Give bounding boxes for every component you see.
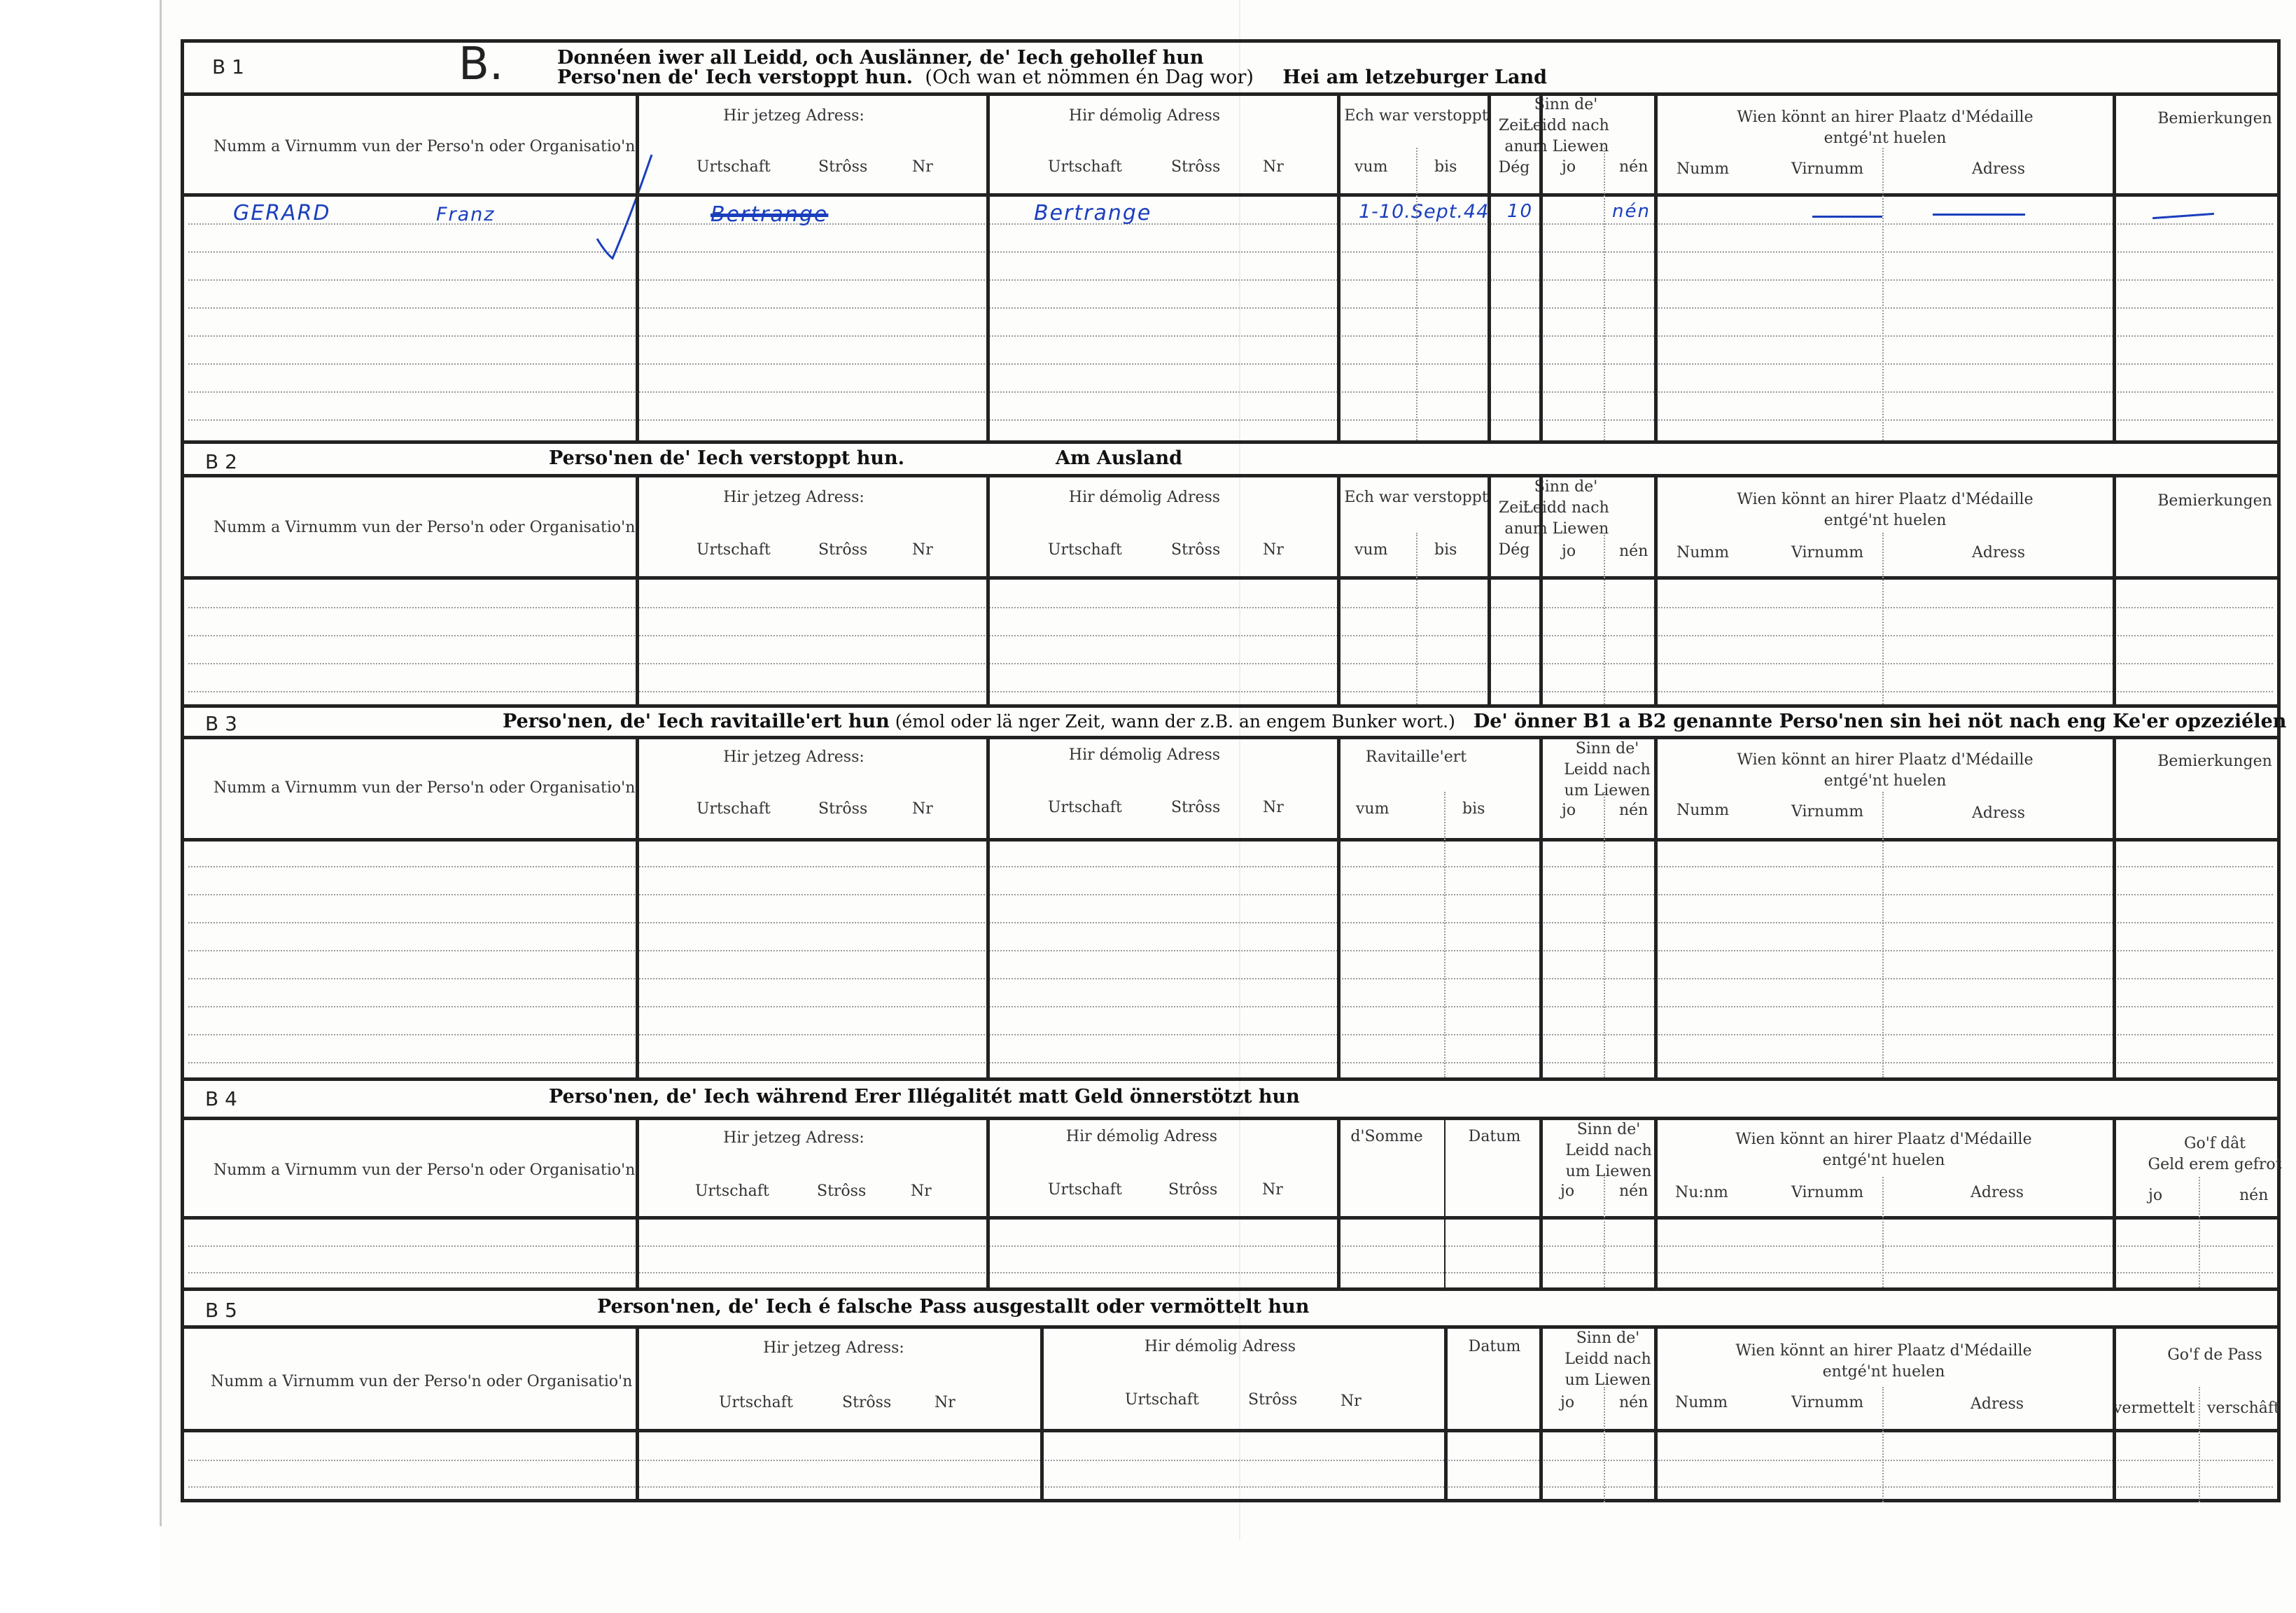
b2-bis-label: bis (1434, 541, 1457, 559)
b2-jetzeg-label: Hir jetzeg Adress: (723, 489, 864, 506)
b5-jo-label: jo (1560, 1394, 1575, 1411)
b1-header-bottom (184, 193, 2277, 197)
b2-sinn-label: Sinn de' Leidd nach um Liewen (1522, 478, 1609, 538)
b5-vermettelt-label: vermettelt (2113, 1399, 2195, 1417)
b2-col-sinn (1654, 474, 1658, 704)
b4-gof2-label: Geld erem gefrot (2148, 1156, 2282, 1173)
b4-title: Perso'nen, de' Iech während Erer Illégalitét matt Geld önnerstötzt hun (549, 1086, 1300, 1108)
b2-nr2-label: Nr (1263, 541, 1284, 559)
paper-edge (160, 0, 162, 1526)
b2-nen-label: nén (1619, 543, 1648, 560)
entry-alive-no: nén (1612, 201, 1651, 222)
b1-demolig-label: Hir démolig Adress (1068, 107, 1221, 125)
b2-nr-label: Nr (912, 541, 933, 559)
b4-col-sinn (1654, 1117, 1658, 1287)
b1-col-jetzeg (986, 92, 990, 440)
b4-virnumm-label: Virnumm (1791, 1184, 1864, 1201)
b2-stross2-label: Strôss (1171, 541, 1221, 559)
section-b3-id: B 3 (205, 712, 237, 735)
b2-urtschaft2-label: Urtschaft (1048, 541, 1122, 559)
b4-datum-label: Datum (1468, 1128, 1521, 1145)
b3-numm-label: Numm a Virnumm vun der Perso'n oder Organisatio'n (214, 779, 636, 797)
b4-demolig-label: Hir démolig Adress (1065, 1128, 1218, 1145)
b3-col-wien (2113, 736, 2116, 1077)
b1-verstoppt-label: Ech war verstoppt (1344, 107, 1488, 125)
b2-col-demolig (1337, 474, 1340, 704)
b4-col-demolig (1337, 1117, 1340, 1287)
b3-col-demolig (1337, 736, 1340, 1077)
b4-nr2-label: Nr (1262, 1181, 1283, 1199)
b3-vum-label: vum (1356, 800, 1390, 818)
b2-demolig-label: Hir démolig Adress (1068, 489, 1221, 506)
b2-col-wien (2113, 474, 2116, 704)
b4-entgent-label: entgé'nt huelen (1822, 1152, 1945, 1169)
b5-wien-label: Wien könnt an hirer Plaatz d'Médaille (1735, 1342, 2032, 1360)
b3-entgent-label: entgé'nt huelen (1823, 772, 1947, 790)
b3-virnumm-label: Virnumm (1791, 803, 1864, 821)
b3-end (184, 1077, 2277, 1081)
b1-col-wien (2113, 92, 2116, 440)
b5-adress-label: Adress (1970, 1395, 2024, 1413)
b2-vum-label: vum (1354, 541, 1388, 559)
b2-col-name (636, 474, 639, 704)
b3-col-jetzeg (986, 736, 990, 1077)
b1-urtschaft2-label: Urtschaft (1048, 158, 1122, 176)
entry-period: 1-10.Sept.44 (1359, 201, 1490, 223)
b1-title-line2: Perso'nen de' Iech verstoppt hun. (Och wan et nömmen én Dag wor) Hei am letzeburger Land (557, 67, 1547, 88)
b3-jo-label: jo (1562, 802, 1576, 819)
b3-urtschaft-label: Urtschaft (696, 800, 771, 818)
b1-bemierkungen-label: Bemierkungen (2157, 110, 2272, 127)
b1-jetzeg-label: Hir jetzeg Adress: (723, 107, 864, 125)
b3-adress-label: Adress (1972, 804, 2026, 822)
b2-col-jetzeg (986, 474, 990, 704)
b3-bis-label: bis (1462, 800, 1485, 818)
entry-current-place: Bertrange (710, 202, 829, 227)
b1-stross-label: Strôss (818, 158, 868, 176)
b3-bemierkungen-label: Bemierkungen (2157, 753, 2272, 770)
b1-col-zeit (1539, 92, 1543, 440)
b3-jetzeg-label: Hir jetzeg Adress: (723, 748, 864, 766)
check-mark-icon (592, 148, 654, 267)
b4-somme-label: d'Somme (1350, 1128, 1423, 1145)
b4-end (184, 1287, 2277, 1291)
b1-virnumm-label: Virnumm (1791, 160, 1864, 178)
b4-col-jetzeg (986, 1117, 990, 1287)
b5-urtschaft2-label: Urtschaft (1125, 1391, 1199, 1409)
b1-numm-col-label: Numm (1676, 160, 1730, 178)
b5-nen-label: nén (1619, 1394, 1648, 1411)
b4-gof-label: Go'f dât (2183, 1135, 2246, 1152)
b5-sinn-label: Sinn de' Leidd nach um Liewen (1564, 1329, 1651, 1389)
b4-nr-label: Nr (911, 1182, 932, 1200)
entry-days: 10 (1507, 201, 1534, 222)
b1-urtschaft-label: Urtschaft (696, 158, 771, 176)
b5-jetzeg-label: Hir jetzeg Adress: (763, 1339, 904, 1357)
b5-numm-col-label: Numm (1675, 1394, 1728, 1411)
b3-nr-label: Nr (912, 800, 933, 818)
entry-firstname: Franz (436, 204, 496, 225)
b4-adress-label: Adress (1970, 1184, 2024, 1201)
b1-entgent-label: entgé'nt huelen (1823, 130, 1947, 147)
b1-numm-label: Numm a Virnumm vun der Perso'n oder Organisatio'n (214, 138, 636, 155)
b1-vum-label: vum (1354, 158, 1388, 176)
b2-verstoppt-label: Ech war verstoppt (1344, 489, 1488, 506)
b5-entgent-label: entgé'nt huelen (1822, 1363, 1945, 1381)
b5-col-demolig (1444, 1325, 1448, 1502)
b5-demolig-label: Hir démolig Adress (1144, 1338, 1296, 1355)
b5-urtschaft-label: Urtschaft (719, 1394, 793, 1411)
b5-col-datum (1539, 1325, 1543, 1502)
b1-nr-label: Nr (912, 158, 933, 176)
b3-nen-label: nén (1619, 802, 1648, 819)
entry-surname: GERARD (233, 201, 331, 225)
b4-col-wien (2113, 1117, 2116, 1287)
section-b1-id: B 1 (212, 55, 244, 78)
b3-header-bottom (184, 838, 2277, 842)
section-b2-id: B 2 (205, 450, 237, 473)
b5-verschaft-label: verschâft (2207, 1399, 2280, 1417)
b3-header-top (184, 736, 2277, 739)
b5-virnumm-label: Virnumm (1791, 1394, 1864, 1411)
b2-bemierkungen-label: Bemierkungen (2157, 492, 2272, 510)
b3-col-ravit (1539, 736, 1543, 1077)
b5-datum-label: Datum (1468, 1338, 1521, 1355)
b4-col-datum (1539, 1117, 1543, 1287)
b2-wien-label: Wien könnt an hirer Plaatz d'Médaille (1737, 491, 2033, 508)
b5-col-jetzeg (1040, 1325, 1044, 1502)
b1-col-sinn (1654, 92, 1658, 440)
b2-stross-label: Strôss (818, 541, 868, 559)
b4-stross-label: Strôss (817, 1182, 867, 1200)
b4-jetzeg-label: Hir jetzeg Adress: (723, 1129, 864, 1147)
b4-urtschaft-label: Urtschaft (695, 1182, 769, 1200)
b5-stross2-label: Strôss (1248, 1391, 1298, 1409)
entry-virnumm-dash (1812, 216, 1882, 218)
section-b4-id: B 4 (205, 1087, 237, 1110)
b3-col-name (636, 736, 639, 1077)
form-grid (181, 39, 2287, 1502)
b1-col-demolig (1337, 92, 1340, 440)
b2-numm-label: Numm a Virnumm vun der Perso'n oder Organisatio'n (214, 519, 636, 536)
b1-jo-label: jo (1562, 158, 1576, 176)
b1-nen-label: nén (1619, 158, 1648, 176)
b2-zeit-label: Zeit an Dég (1498, 499, 1530, 559)
b4-numm-col-label: Nu:nm (1675, 1184, 1728, 1201)
b1-col-name (636, 92, 639, 440)
b4-urtschaft2-label: Urtschaft (1048, 1181, 1122, 1199)
b2-virnumm-label: Virnumm (1791, 544, 1864, 561)
b5-nr2-label: Nr (1340, 1392, 1362, 1410)
b2-header-top (184, 474, 2277, 477)
entry-bemierkungen-dash (2152, 213, 2214, 219)
b1-wien-label: Wien könnt an hirer Plaatz d'Médaille (1737, 109, 2033, 126)
b5-col-name (636, 1325, 639, 1502)
b4-numm-label: Numm a Virnumm vun der Perso'n oder Organisatio'n (214, 1161, 636, 1179)
b4-nen-label: nén (1619, 1182, 1648, 1200)
b5-stross-label: Strôss (842, 1394, 892, 1411)
b5-header-bottom (184, 1429, 2277, 1432)
b3-urtschaft2-label: Urtschaft (1048, 799, 1122, 816)
b3-wien-label: Wien könnt an hirer Plaatz d'Médaille (1737, 751, 2033, 769)
b3-col-sinn (1654, 736, 1658, 1077)
b2-adress-label: Adress (1972, 544, 2026, 561)
b1-stross2-label: Strôss (1171, 158, 1221, 176)
b4-stross2-label: Strôss (1168, 1181, 1218, 1199)
b3-stross2-label: Strôss (1171, 799, 1221, 816)
section-b-letter: B. (458, 39, 504, 90)
b2-urtschaft-label: Urtschaft (696, 541, 771, 559)
b2-jo-label: jo (1562, 543, 1576, 560)
b2-end (184, 704, 2277, 708)
b2-col-verstoppt (1488, 474, 1491, 704)
b1-nr2-label: Nr (1263, 158, 1284, 176)
b1-header-top (184, 92, 2277, 96)
b1-sinn-label: Sinn de' Leidd nach um Liewen (1522, 96, 1609, 155)
b4-col-name (636, 1117, 639, 1287)
b2-numm-col-label: Numm (1676, 544, 1730, 561)
entry-adress-dash (1933, 214, 2025, 216)
b4-jo-label: jo (1560, 1182, 1575, 1200)
b1-col-verstoppt (1488, 92, 1491, 440)
b2-entgent-label: entgé'nt huelen (1823, 512, 1947, 529)
b5-col-sinn (1654, 1325, 1658, 1502)
b2-title: Perso'nen de' Iech verstoppt hun. Am Ausland (549, 447, 1182, 469)
b5-col-wien (2113, 1325, 2116, 1502)
b3-ravit-label: Ravitaille'ert (1365, 748, 1467, 766)
b3-numm-col-label: Numm (1676, 802, 1730, 819)
b5-gof-label: Go'f de Pass (2167, 1346, 2262, 1364)
b4-gof-nen-label: nén (2239, 1187, 2269, 1204)
b5-title: Person'nen, de' Iech é falsche Pass ausgestallt oder vermöttelt hun (597, 1296, 1310, 1318)
b5-header-top (184, 1325, 2277, 1329)
b5-nr-label: Nr (934, 1394, 955, 1411)
b3-demolig-label: Hir démolig Adress (1068, 746, 1221, 764)
b4-sinn-label: Sinn de' Leidd nach um Liewen (1565, 1121, 1652, 1180)
entry-former-place: Bertrange (1034, 201, 1152, 225)
b4-col-somme (1444, 1117, 1446, 1287)
section-b5-id: B 5 (205, 1299, 237, 1322)
b3-sinn-label: Sinn de' Leidd nach um Liewen (1564, 740, 1651, 799)
b1-end (184, 440, 2277, 444)
b5-numm-label: Numm a Virnumm vun der Perso'n oder Organisatio'n (211, 1373, 633, 1390)
b4-wien-label: Wien könnt an hirer Plaatz d'Médaille (1735, 1131, 2032, 1148)
b4-gof-jo-label: jo (2148, 1187, 2163, 1204)
b1-title-line1: Donnéen iwer all Leidd, och Auslänner, de' Iech gehollef hun (557, 47, 1204, 69)
b2-col-zeit (1539, 474, 1543, 704)
b4-header-top (184, 1117, 2277, 1120)
b1-bis-label: bis (1434, 158, 1457, 176)
b3-stross-label: Strôss (818, 800, 868, 818)
b3-nr2-label: Nr (1263, 799, 1284, 816)
b2-header-bottom (184, 576, 2277, 580)
b4-header-bottom (184, 1216, 2277, 1220)
b1-adress-label: Adress (1972, 160, 2026, 178)
b1-zeit-label: Zeit an Dég (1498, 117, 1530, 176)
b3-title: Perso'nen, de' Iech ravitaille'ert hun (émol oder lä nger Zeit, wann der z.B. an engem Bunker wort.) De' önner B1 a B2 genannte Perso'nen sin hei nöt nach eng Ke'er opzeziélen (503, 711, 2287, 732)
